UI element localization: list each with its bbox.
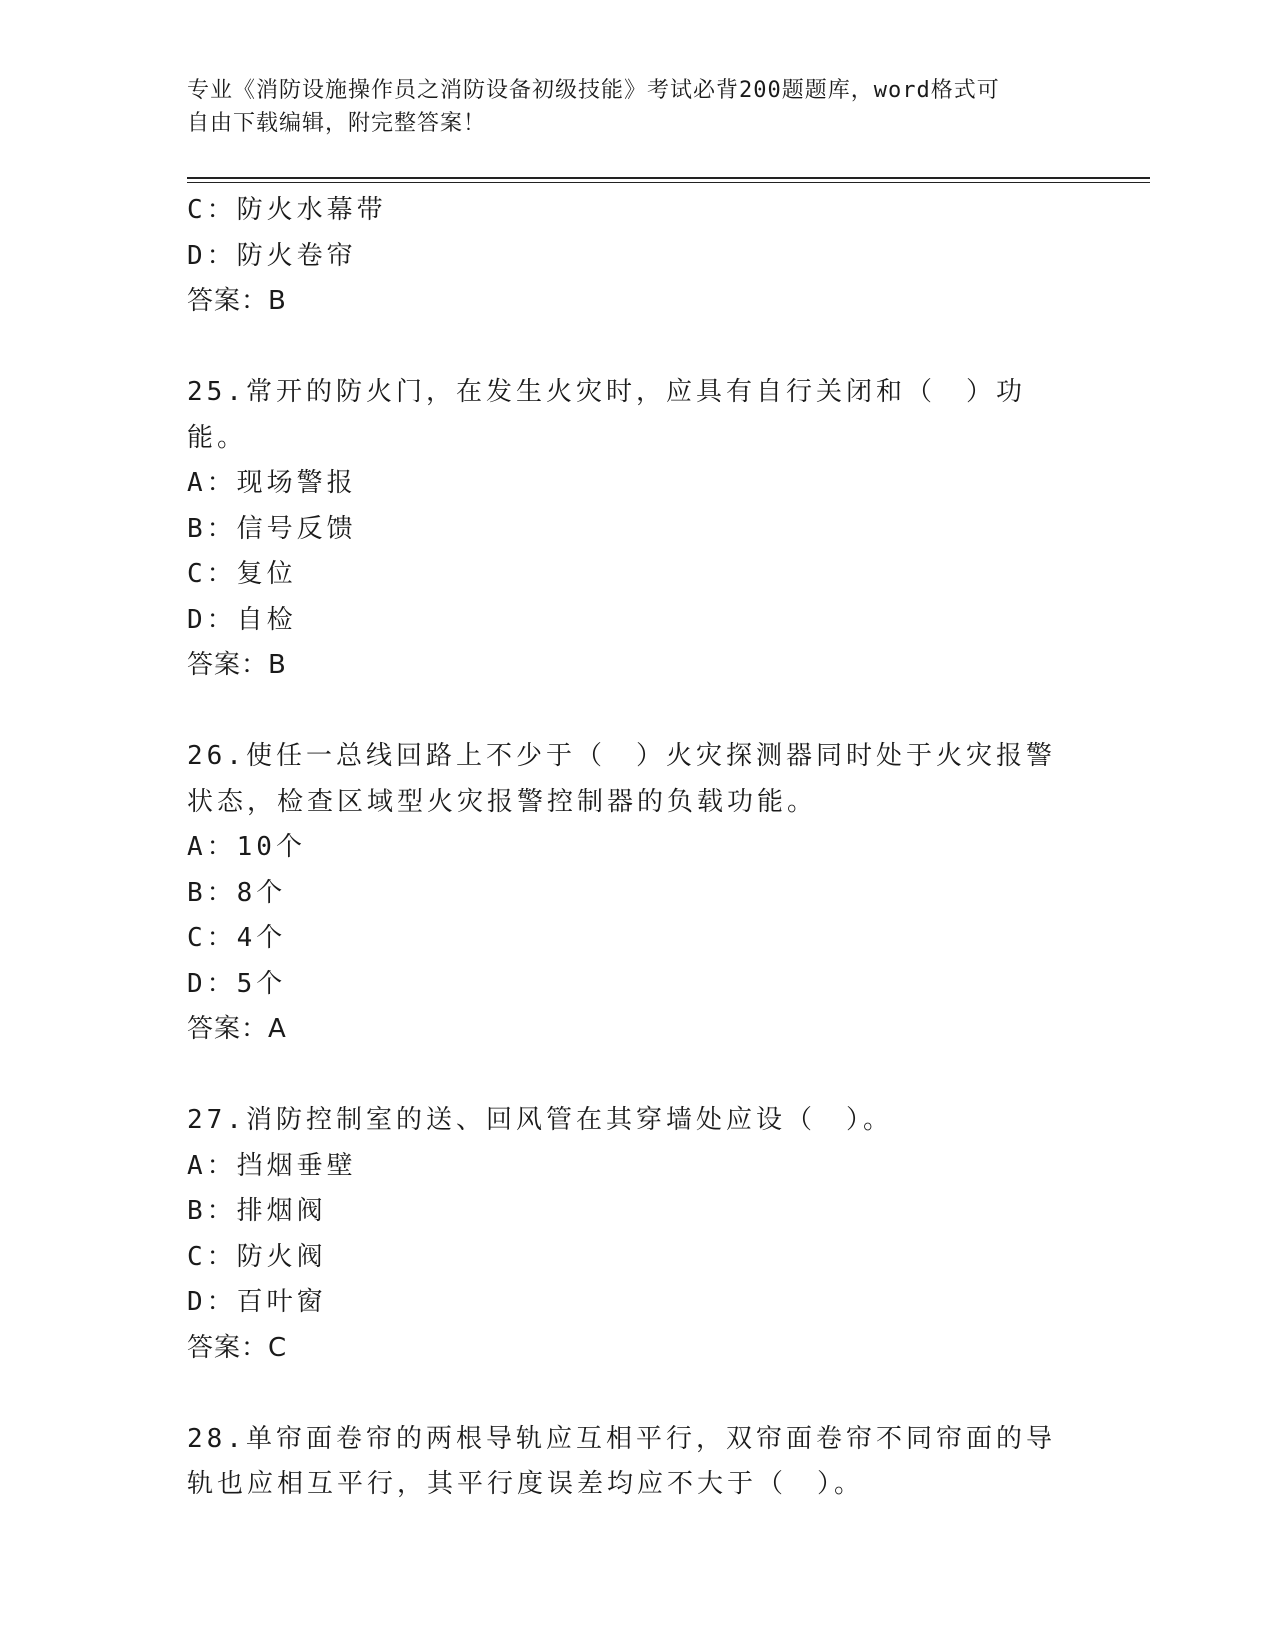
header-line-2: 自由下载编辑，附完整答案！ <box>187 111 487 136</box>
option-a: A：挡烟垂壁 <box>187 1150 357 1181</box>
option-d: D：防火卷帘 <box>187 240 357 271</box>
option-c: C：4个 <box>187 923 287 953</box>
question-24-tail <box>187 188 1087 325</box>
question-text: 26.使任一总线回路上不少于（ ）火灾探测器同时处于火灾报警状态，检查区域型火灾报警控制器的负载功能。 <box>187 741 1056 817</box>
option-b: B：排烟阀 <box>187 1196 327 1226</box>
option-d: D：5个 <box>187 968 287 999</box>
question-28 <box>187 1417 1087 1508</box>
header-divider-thick <box>187 177 1150 179</box>
option-b: B：信号反馈 <box>187 513 357 544</box>
option-d: D：自检 <box>187 604 297 635</box>
question-text: 27.消防控制室的送、回风管在其穿墙处应设（ ）。 <box>187 1105 893 1135</box>
document-header <box>187 74 1087 140</box>
question-list <box>187 188 1087 1508</box>
answer: 答案：B <box>187 650 287 680</box>
header-line-1: 专业《消防设施操作员之消防设备初级技能》考试必背200题题库，word格式可 <box>187 78 1000 103</box>
question-27 <box>187 1098 1087 1371</box>
question-text: 28.单帘面卷帘的两根导轨应互相平行，双帘面卷帘不同帘面的导轨也应相互平行，其平行度误差均应不大于（ ）。 <box>187 1423 1056 1499</box>
header-divider-thin <box>187 182 1150 183</box>
question-text: 25.常开的防火门，在发生火灾时，应具有自行关闭和（ ）功能。 <box>187 377 1026 453</box>
spacer <box>187 1371 1087 1417</box>
option-c: C：复位 <box>187 559 297 589</box>
option-a: A：10个 <box>187 832 306 862</box>
answer: 答案：C <box>187 1332 288 1363</box>
option-b: B：8个 <box>187 877 287 908</box>
option-d: D：百叶窗 <box>187 1287 327 1317</box>
answer: 答案：B <box>187 286 287 316</box>
answer: 答案：A <box>187 1014 287 1044</box>
option-c: C：防火阀 <box>187 1241 327 1272</box>
spacer <box>187 325 1087 371</box>
option-c: C：防火水幕带 <box>187 195 387 225</box>
option-a: A：现场警报 <box>187 468 357 498</box>
question-26 <box>187 734 1087 1053</box>
spacer <box>187 1053 1087 1099</box>
question-25 <box>187 370 1087 689</box>
spacer <box>187 689 1087 735</box>
